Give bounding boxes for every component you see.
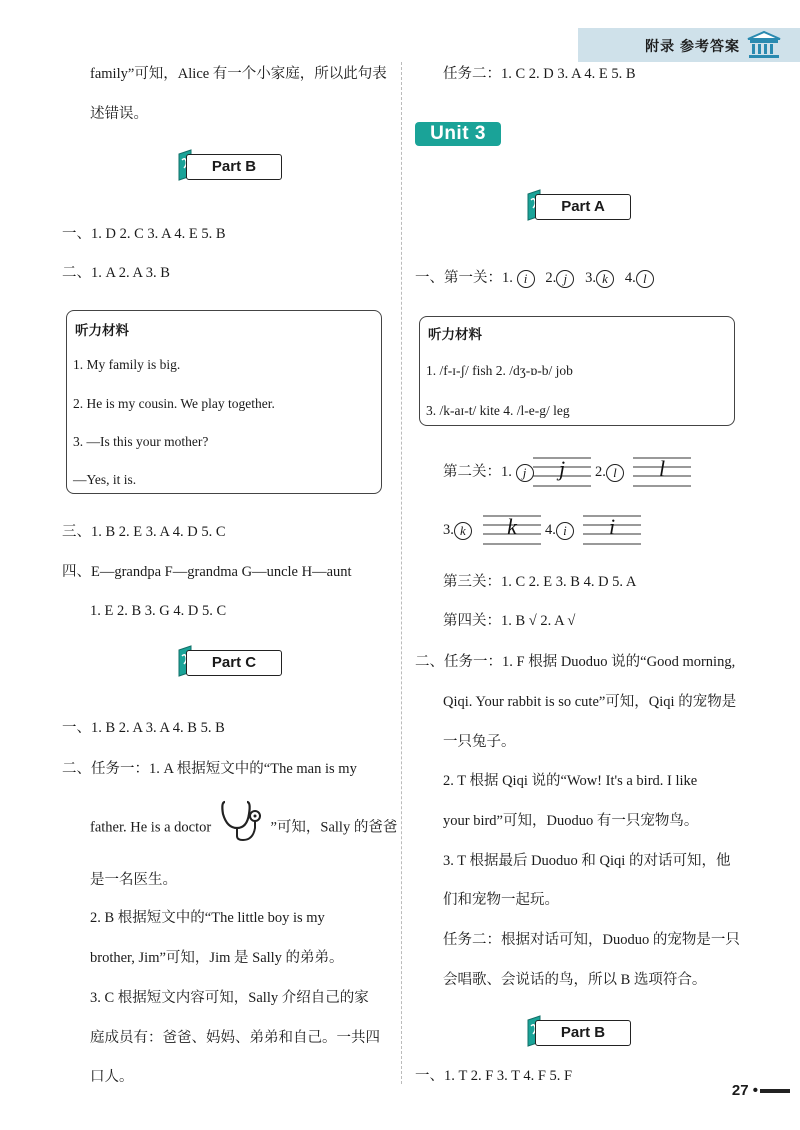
page-header <box>578 28 800 62</box>
answer-line: 2. T 根据 Qiqi 说的“Wow! It's a bird. I like <box>443 773 698 789</box>
listening-line: —Yes, it is. <box>73 472 137 487</box>
answer-line: 一、1. B 2. A 3. A 4. B 5. B <box>62 720 225 736</box>
text-fragment: 3. <box>585 270 596 286</box>
answer-line: 庭成员有：爸爸、妈妈、弟弟和自己。一共四 <box>90 1030 380 1046</box>
part-c-label: Part C <box>186 650 282 676</box>
answer-line: 第三关：1. C 2. E 3. B 4. D 5. A <box>443 574 637 590</box>
answer-line: 是一名医生。 <box>90 872 177 888</box>
handwritten-letter: l <box>658 456 666 481</box>
listening-title: 听力材料 <box>75 323 129 338</box>
listening-line: 1. /f-ɪ-ʃ/ fish 2. /dʒ-ɒ-b/ job <box>426 363 573 378</box>
text-fragment: 4. <box>545 522 556 538</box>
header-title: 附录 参考答案 <box>645 38 740 54</box>
answer-line: 会唱歌、会说话的鸟，所以 B 选项符合。 <box>443 972 707 988</box>
answer-line: 们和宠物一起玩。 <box>443 892 559 908</box>
part-a-label: Part A <box>535 194 631 220</box>
handwritten-letter: j <box>558 456 566 481</box>
level-two-row <box>595 462 624 482</box>
part-a-badge <box>525 192 635 224</box>
answer-line: 1. E 2. B 3. G 4. D 5. C <box>90 603 227 619</box>
text-line: family”可知，Alice 有一个小家庭，所以此句表 <box>90 66 387 82</box>
circled-letter: i <box>517 270 535 288</box>
text-fragment: 3. <box>443 522 454 538</box>
library-building-icon <box>744 30 784 60</box>
listening-line: 2. He is my cousin. We play together. <box>73 396 275 411</box>
handwriting-lines <box>583 513 641 547</box>
answer-line: 2. B 根据短文中的“The little boy is my <box>90 910 325 926</box>
listening-title: 听力材料 <box>428 327 482 342</box>
circled-letter: l <box>606 464 624 482</box>
listening-material-box <box>66 310 382 494</box>
stethoscope-icon <box>219 798 265 842</box>
handwriting-lines <box>533 455 591 489</box>
circled-letter: k <box>454 522 472 540</box>
part-b-label: Part B <box>535 1020 631 1046</box>
text-fragment: father. He is a doctor <box>90 819 212 836</box>
answer-line: 第四关：1. B √ 2. A √ <box>443 613 576 629</box>
answer-line: 任务二：1. C 2. D 3. A 4. E 5. B <box>443 66 636 82</box>
text-fragment: 一、第一关：1. <box>415 270 513 286</box>
level-two-row <box>443 520 472 540</box>
answer-line: 任务二：根据对话可知，Duoduo 的宠物是一只 <box>443 932 740 948</box>
answer-line: 一、1. D 2. C 3. A 4. E 5. B <box>62 226 226 242</box>
column-divider <box>401 62 402 1084</box>
text-fragment: 第二关：1. <box>443 464 512 480</box>
part-c-badge <box>176 648 286 680</box>
answer-line: 3. T 根据最后 Duoduo 和 Qiqi 的对话可知，他 <box>443 853 731 869</box>
answer-line: Qiqi. Your rabbit is so cute”可知，Qiqi 的宠物是 <box>443 694 737 710</box>
text-line: 述错误。 <box>90 106 148 122</box>
circled-letter: i <box>556 522 574 540</box>
circled-letter: j <box>556 270 574 288</box>
part-b-badge <box>176 152 286 184</box>
page-number: 27 • <box>732 1082 790 1099</box>
listening-line: 3. —Is this your mother? <box>73 434 209 449</box>
unit-badge: Unit 3 <box>415 122 501 146</box>
answer-line: 二、任务一：1. A 根据短文中的“The man is my <box>62 761 357 777</box>
page-number-bar <box>760 1089 790 1093</box>
level-two-row <box>443 462 534 482</box>
answer-line: 一只兔子。 <box>443 734 516 750</box>
listening-line: 1. My family is big. <box>73 357 181 372</box>
circled-letter: k <box>596 270 614 288</box>
circled-letter: j <box>516 464 534 482</box>
answer-line: 二、任务一：1. F 根据 Duoduo 说的“Good morning, <box>415 654 736 670</box>
text-fragment: 4. <box>624 270 636 286</box>
text-fragment: 2. <box>595 464 606 480</box>
listening-line: 3. /k-aɪ-t/ kite 4. /l-e-g/ leg <box>426 403 570 418</box>
listening-material-box <box>419 316 735 426</box>
answer-line <box>90 814 397 842</box>
answer-line: brother, Jim”可知，Jim 是 Sally 的弟弟。 <box>90 950 344 966</box>
answer-line: 二、1. A 2. A 3. B <box>62 265 170 281</box>
handwriting-lines <box>483 513 541 547</box>
answer-line: 一、1. T 2. F 3. T 4. F 5. F <box>415 1068 573 1084</box>
page-number-text: 27 <box>731 1082 749 1099</box>
answer-line: 三、1. B 2. E 3. A 4. D 5. C <box>62 524 226 540</box>
answer-line: 四、E—grandpa F—grandma G—uncle H—aunt <box>62 564 352 580</box>
circled-letter: l <box>636 270 654 288</box>
text-fragment: 2. <box>545 270 557 286</box>
answer-line: your bird”可知，Duoduo 有一只宠物鸟。 <box>443 813 699 829</box>
part-b-label: Part B <box>186 154 282 180</box>
level-two-row <box>545 520 574 540</box>
answer-line: 口人。 <box>90 1069 134 1085</box>
answer-line <box>415 268 654 288</box>
handwritten-letter: k <box>507 514 517 539</box>
answer-line: 3. C 根据短文内容可知，Sally 介绍自己的家 <box>90 990 369 1006</box>
part-b-badge <box>525 1018 635 1050</box>
handwriting-lines <box>633 455 691 489</box>
text-fragment: ”可知，Sally 的爸爸 <box>270 819 398 836</box>
handwritten-letter: i <box>608 514 616 539</box>
